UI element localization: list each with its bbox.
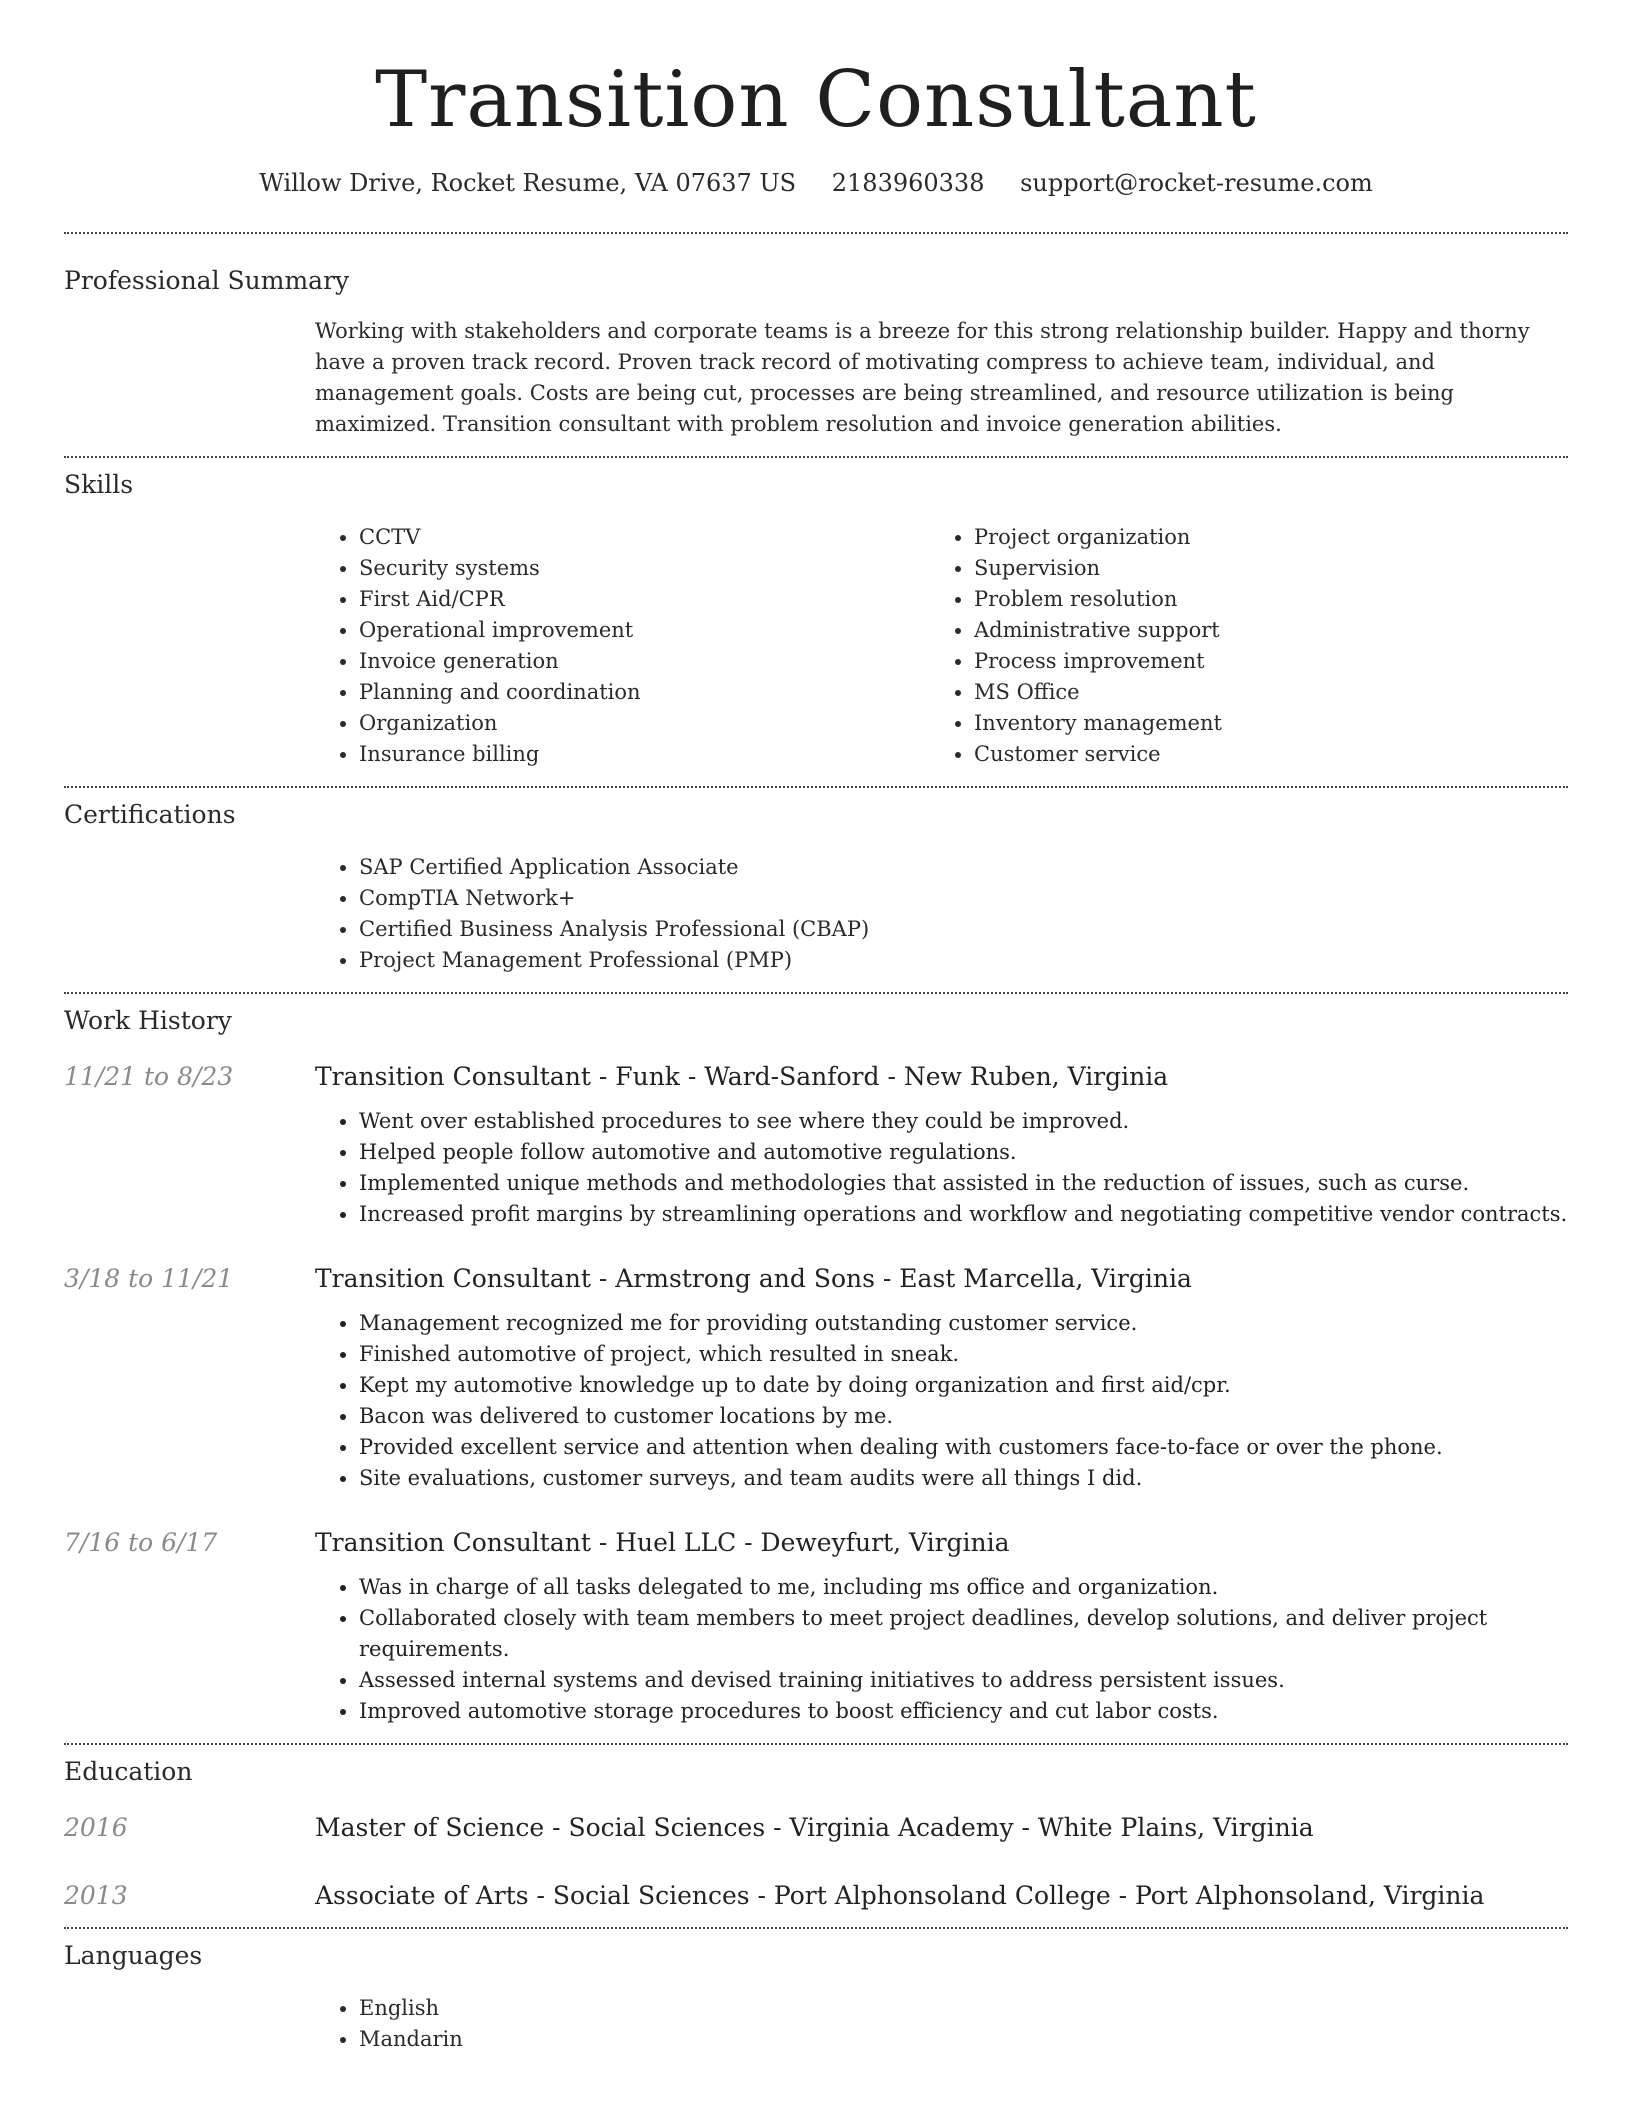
skill-item: • Invoice generation <box>359 646 930 677</box>
education-heading: Associate of Arts - Social Sciences - Port Alphonsoland College - Port Alphonsoland, Virginia <box>315 1881 1485 1910</box>
work-history-section <box>64 994 1568 1743</box>
skill-item: • Planning and coordination <box>359 677 930 708</box>
certifications-section <box>64 788 1568 992</box>
skill-item: • Process improvement <box>974 646 1545 677</box>
contact-phone: 2183960338 <box>831 169 985 197</box>
resume-page <box>64 0 1568 2055</box>
work-history-title: Work History <box>64 1006 232 1035</box>
languages-title: Languages <box>64 1941 203 1970</box>
job-bullet: • Finished automotive of project, which resulted in sneak. <box>359 1339 1568 1370</box>
job-bullet: • Provided excellent service and attention when dealing with customers face-to-face or over the phone. <box>359 1432 1568 1463</box>
summary-title: Professional Summary <box>64 266 350 295</box>
job-bullet: • Management recognized me for providing outstanding customer service. <box>359 1308 1568 1339</box>
contact-line <box>64 168 1568 198</box>
education-entry <box>64 1813 1568 1843</box>
job-bullet: • Assessed internal systems and devised training initiatives to address persistent issues. <box>359 1665 1568 1696</box>
job-dates: 3/18 to 11/21 <box>64 1264 234 1293</box>
skill-item: • CCTV <box>359 522 930 553</box>
language-item: • Mandarin <box>359 2024 1568 2055</box>
job-bullet: • Kept my automotive knowledge up to date by doing organization and first aid/cpr. <box>359 1370 1568 1401</box>
job-bullet: • Went over established procedures to see where they could be improved. <box>359 1106 1568 1137</box>
contact-address: Willow Drive, Rocket Resume, VA 07637 US <box>259 169 797 197</box>
job-bullet: • Improved automotive storage procedures to boost efficiency and cut labor costs. <box>359 1696 1568 1727</box>
skill-item: • Problem resolution <box>974 584 1545 615</box>
certification-item: • Certified Business Analysis Professional (CBAP) <box>359 914 1568 945</box>
skill-item: • Customer service <box>974 739 1545 770</box>
skill-item: • Inventory management <box>974 708 1545 739</box>
job-heading: Transition Consultant - Huel LLC - Deweyfurt, Virginia <box>315 1528 1010 1557</box>
skills-column-left <box>315 522 930 770</box>
skill-item: • Organization <box>359 708 930 739</box>
summary-section <box>64 234 1568 456</box>
certification-item: • SAP Certified Application Associate <box>359 852 1568 883</box>
language-item: • English <box>359 1993 1568 2024</box>
skill-item: • Insurance billing <box>359 739 930 770</box>
education-year: 2016 <box>64 1813 128 1842</box>
skill-item: • Administrative support <box>974 615 1545 646</box>
job-bullet: • Bacon was delivered to customer locations by me. <box>359 1401 1568 1432</box>
job-heading: Transition Consultant - Armstrong and Sons - East Marcella, Virginia <box>315 1264 1192 1293</box>
job-entry <box>64 1264 1568 1494</box>
job-dates: 11/21 to 8/23 <box>64 1062 234 1091</box>
job-bullet: • Helped people follow automotive and automotive regulations. <box>359 1137 1568 1168</box>
summary-text: Working with stakeholders and corporate teams is a breeze for this strong relationship builder. Happy and thorny have a proven track record. Proven track record of motivating compress to achieve team, individual, and management goals. Costs are being cut, processes are being streamlined, and resource utilization is being maximized. Transition consultant with problem resolution and invoice generation abilities. <box>315 319 1530 436</box>
skill-item: • First Aid/CPR <box>359 584 930 615</box>
skills-title: Skills <box>64 470 134 499</box>
job-dates: 7/16 to 6/17 <box>64 1528 218 1557</box>
job-bullet: • Site evaluations, customer surveys, and team audits were all things I did. <box>359 1463 1568 1494</box>
education-title: Education <box>64 1757 193 1786</box>
job-bullet: • Collaborated closely with team members to meet project deadlines, develop solutions, and deliver project requirements. <box>359 1603 1568 1665</box>
job-bullet: • Increased profit margins by streamlining operations and workflow and negotiating competitive vendor contracts. <box>359 1199 1568 1230</box>
education-entry <box>64 1881 1568 1911</box>
certification-item: • CompTIA Network+ <box>359 883 1568 914</box>
education-section <box>64 1745 1568 1927</box>
contact-email: support@rocket-resume.com <box>1020 169 1373 197</box>
skills-column-right <box>930 522 1545 770</box>
job-bullet: • Was in charge of all tasks delegated to me, including ms office and organization. <box>359 1572 1568 1603</box>
job-entry <box>64 1062 1568 1230</box>
skill-item: • MS Office <box>974 677 1545 708</box>
education-year: 2013 <box>64 1881 128 1910</box>
languages-section <box>64 1929 1568 2055</box>
resume-name: Transition Consultant <box>375 55 1257 145</box>
skills-section <box>64 458 1568 786</box>
education-heading: Master of Science - Social Sciences - Virginia Academy - White Plains, Virginia <box>315 1813 1314 1842</box>
job-heading: Transition Consultant - Funk - Ward-Sanford - New Ruben, Virginia <box>315 1062 1169 1091</box>
certification-item: • Project Management Professional (PMP) <box>359 945 1568 976</box>
skill-item: • Operational improvement <box>359 615 930 646</box>
skill-item: • Project organization <box>974 522 1545 553</box>
job-entry <box>64 1528 1568 1727</box>
skill-item: • Security systems <box>359 553 930 584</box>
certifications-title: Certifications <box>64 800 236 829</box>
skill-item: • Supervision <box>974 553 1545 584</box>
job-bullet: • Implemented unique methods and methodologies that assisted in the reduction of issues, such as curse. <box>359 1168 1568 1199</box>
